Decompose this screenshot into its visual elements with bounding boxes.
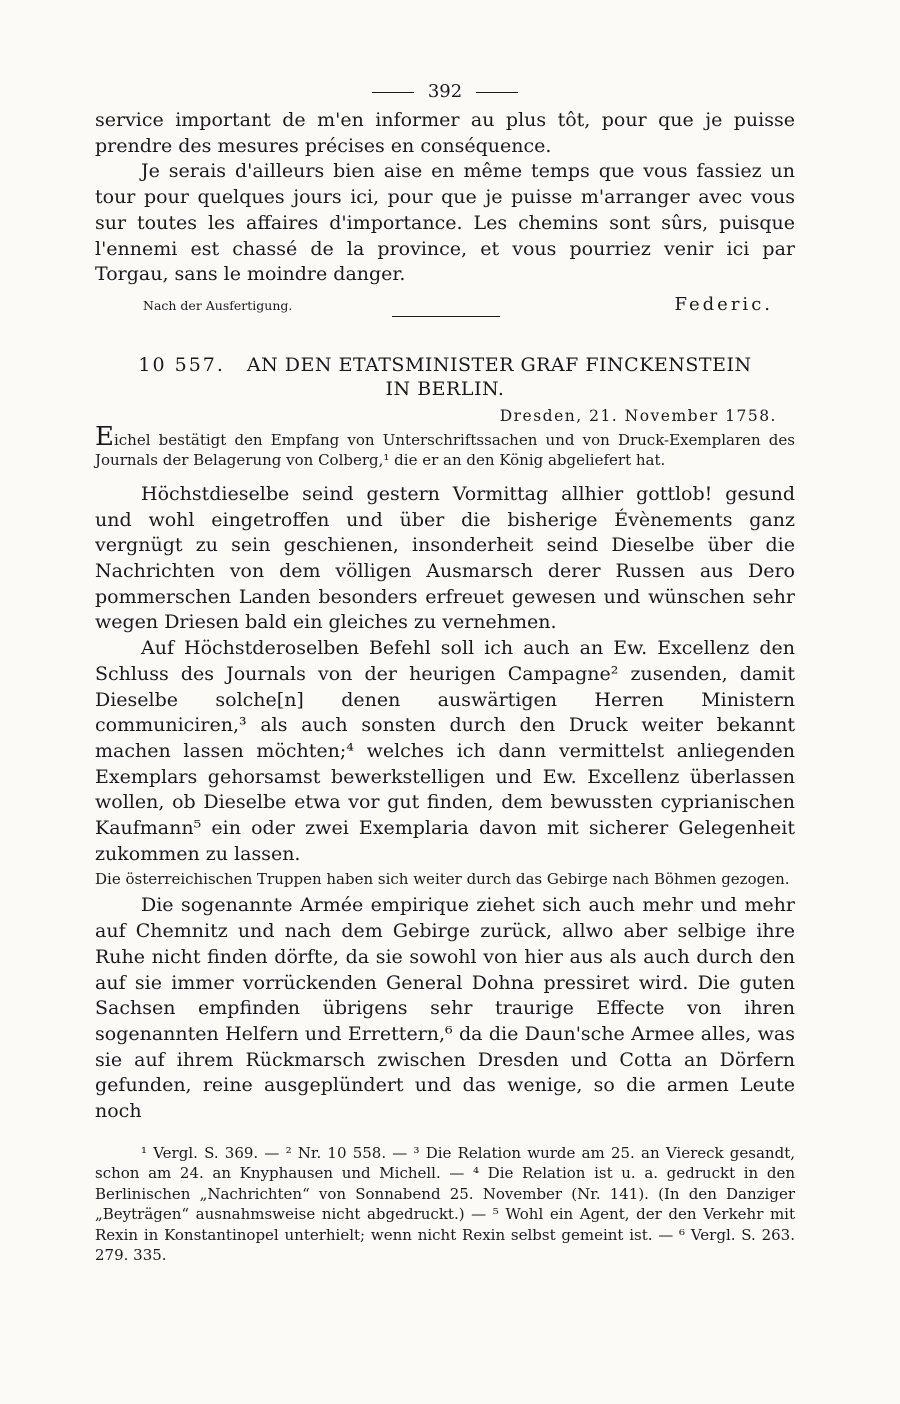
paragraph-3: Die sogenannte Armée empirique ziehet sich auch mehr und mehr auf Chemnitz und nach dem Gebirge zurück, allwo aber selbige ihre Ruhe nicht finden dörfte, da sie sowohl von hier aus als auch durch den auf sie immer vorrückenden General Dohna pressiret wird. Die guten Sachsen empfinden übrigens sehr traurige Effecte von ihren sogenannten Helfern und Errettern,⁶ da die Daun'sche Armee alles, was sie auf ihrem Rückmarsch zwischen Dresden und Cotta an Dörfern gefunden, reine ausgeplündert und das wenige, so die armen Leute noch <box>95 894 795 1123</box>
continued-paragraph: service important de m'en informer au plus tôt, pour que je puisse prendre des mesures précises en conséquence. <box>95 109 795 157</box>
source-note: Nach der Ausfertigung. <box>143 297 293 313</box>
small-note: Die österreichischen Truppen haben sich weiter durch das Gebirge nach Böhmen gezogen. <box>95 870 790 889</box>
signature-row <box>95 294 795 315</box>
page-number-rule-right <box>476 92 518 93</box>
letter-number: 10 557. <box>138 353 225 376</box>
summary-text: ichel bestätigt den Empfang von Unterschriftssachen und von Druck-Exemplaren des Journals der Belagerung von Colberg,¹ die er an den König abgeliefert hat. <box>95 430 795 469</box>
signature: Federic. <box>674 293 773 315</box>
footnotes <box>95 1143 795 1266</box>
page-number: 392 <box>427 81 463 102</box>
paragraph-2: Auf Höchstderoselben Befehl soll ich auch an Ew. Excellenz den Schluss des Journals von der heurigen Campagne² zusenden, damit Dieselbe solche[n] denen auswärtigen Herren Ministern communiciren,³ als auch sonsten durch den Druck weiter bekannt machen lassen möchten;⁴ welches ich dann vermittelst anliegenden Exemplars gehorsamst bewerkstelligen und Ew. Excellenz überlassen wollen, ob Dieselbe etwa vor gut finden, dem bewussten cyprianischen Kaufmann⁵ ein oder zwei Exemplaria davon mit sicherer Gelegenheit zukommen zu lassen. <box>95 637 795 865</box>
letter-summary <box>95 421 795 470</box>
paragraph-1: Höchstdieselbe seind gestern Vormittag allhier gottlob! gesund und wohl eingetroffen und über die bisherige Évènements ganz vergnügt zu sein geschienen, insonderheit seind Dieselbe über die Nachrichten von dem völligen Ausmarsch derer Russen aus Dero pommerschen Landen besonders erfreuet gewesen und wünschen sehr wegen Driesen bald ein gleiches zu vernehmen. <box>95 482 795 634</box>
page-number-rule-left <box>372 92 414 93</box>
page-number-row <box>95 80 795 104</box>
book-page <box>95 80 795 1266</box>
letter-title-line2: IN BERLIN. <box>385 377 505 400</box>
dateline: Dresden, 21. November 1758. <box>499 406 777 425</box>
summary-initial: E <box>95 421 114 452</box>
letter-heading-line1 <box>95 353 795 377</box>
letter-title-line1: AN DEN ETATSMINISTER GRAF FINCKENSTEIN <box>246 353 752 376</box>
paragraph-visit: Je serais d'ailleurs bien aise en même temps que vous fassiez un tour pour quelques jours ici, pour que je puisse m'arranger avec vous sur toutes les affaires d'importance. Les chemins sont sûrs, puisque l'ennemi est chassé de la province, et vous pourriez venir ici par Torgau, sans le moindre danger. <box>95 160 795 286</box>
section-divider <box>392 316 500 317</box>
footnotes-text: ¹ Vergl. S. 369. — ² Nr. 10 558. — ³ Die Relation wurde am 25. an Viereck gesandt, schon am 24. an Knyphausen und Michell. — ⁴ Die Relation ist u. a. gedruckt in den Berlinischen „Nachrichten“ von Sonnabend 25. November (Nr. 141). (In den Danziger „Beyträgen“ ausnahmsweise nicht abgedruckt.) — ⁵ Wohl ein Agent, der den Verkehr mit Rexin in Konstantinopel unterhielt; wenn nicht Rexin selbst gemeint ist. — ⁶ Vergl. S. 263. 279. 335. <box>95 1143 795 1265</box>
letter-heading <box>95 353 795 401</box>
